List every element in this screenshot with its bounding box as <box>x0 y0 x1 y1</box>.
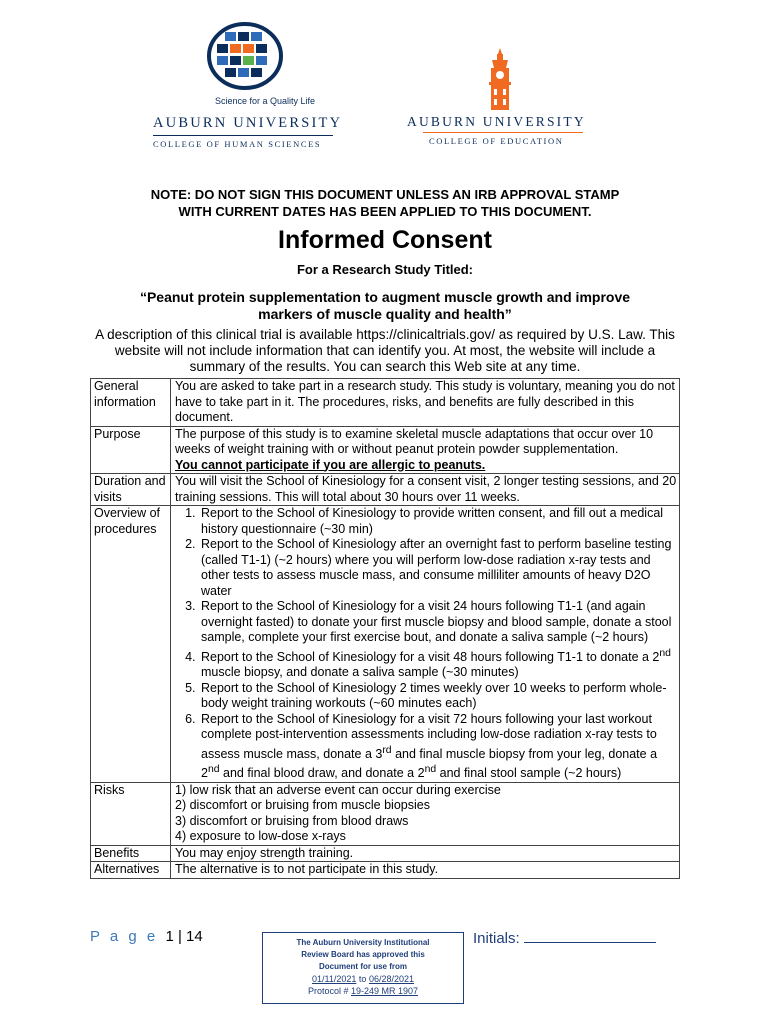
row-text-general: You are asked to take part in a research study. This study is voluntary, meaning you do not have to take part in it. The procedures, risks, and benefits are fully described in this document. <box>171 379 680 427</box>
table-row-purpose <box>91 426 680 474</box>
logo-tagline: Science for a Quality Life <box>214 96 316 106</box>
procedure-text: muscle biopsy, and donate a saliva sample (~30 minutes) <box>201 665 519 680</box>
risk-item: 1) low risk that an adverse event can occur during exercise <box>175 782 501 797</box>
irb-approval-stamp <box>262 932 464 1004</box>
page-label: P a g e <box>90 928 159 945</box>
row-label-alternatives: Alternatives <box>91 862 171 879</box>
stamp-protocol-number: 19-249 MR 1907 <box>351 986 419 996</box>
ordinal-suffix: nd <box>424 764 437 776</box>
ordinal-suffix: nd <box>659 647 671 659</box>
row-text-purpose: The purpose of this study is to examine skeletal muscle adaptations that occur over 10 weeks of weight training with or without peanut protein powder supplementation. <box>175 426 654 456</box>
procedure-item: 1. Report to the School of Kinesiology to provide written consent, and fill out a medical history questionnaire (~30 min) <box>199 506 677 537</box>
row-label-benefits: Benefits <box>91 845 171 862</box>
stamp-to: to <box>358 974 367 984</box>
procedure-item: 5. Report to the School of Kinesiology 2 times weekly over 10 weeks to perform whole-body weight training workouts (~60 minutes each) <box>199 681 677 712</box>
table-row-duration <box>91 474 680 506</box>
stamp-protocol <box>263 985 463 997</box>
samford-tower-icon <box>482 48 518 110</box>
procedure-text: Report to the School of Kinesiology for a visit 72 hours following your last workout complete post-intervention assessments including low-dose radiation x-ray tests to assess muscle mass, donate a 3 <box>201 711 657 761</box>
procedure-text: Report to the School of Kinesiology for a visit 48 hours following T1-1 to donate a 2 <box>201 649 660 664</box>
table-row-overview <box>91 506 680 783</box>
row-label-purpose: Purpose <box>91 426 171 474</box>
row-label-general: General information <box>91 379 171 427</box>
table-row-general <box>91 379 680 427</box>
stamp-date-from: 01/11/2021 <box>312 974 357 984</box>
initials-label: Initials: <box>473 930 520 947</box>
risk-item: 3) discomfort or bruising from blood draws <box>175 813 409 828</box>
row-text-alternatives: The alternative is to not participate in this study. <box>171 862 680 879</box>
stamp-protocol-label: Protocol # <box>307 986 349 996</box>
procedures-list <box>175 506 677 782</box>
study-title-line2: markers of muscle quality and health” <box>258 306 512 322</box>
consent-summary-table <box>90 378 680 879</box>
ordinal-suffix: nd <box>207 764 220 776</box>
ordinal-suffix: rd <box>382 744 392 756</box>
logo-divider-left <box>153 135 333 136</box>
procedure-item: 2. Report to the School of Kinesiology after an overnight fast to perform baseline testing (called T1-1) (~2 hours) where you will perform low-dose radiation x-ray tests and other tests to assess muscle mass, and consume milliliter amounts of heavy D2O water <box>199 537 677 599</box>
row-label-overview: Overview of procedures <box>91 506 171 783</box>
globe-grid-icon <box>205 20 285 92</box>
logo-human-sciences <box>150 20 343 155</box>
page-number <box>90 928 203 945</box>
university-name-right: AUBURN UNIVERSITY <box>407 114 586 129</box>
initials-blank-line[interactable] <box>524 928 656 943</box>
row-cell-risks <box>171 782 680 845</box>
irb-note-line2: WITH CURRENT DATES HAS BEEN APPLIED TO THIS DOCUMENT. <box>178 204 592 219</box>
irb-note-line1: NOTE: DO NOT SIGN THIS DOCUMENT UNLESS AN IRB APPROVAL STAMP <box>150 187 620 202</box>
table-row-alternatives <box>91 862 680 879</box>
row-label-risks: Risks <box>91 782 171 845</box>
procedure-item <box>199 646 677 681</box>
college-name-left: COLLEGE OF HUMAN SCIENCES <box>153 139 322 149</box>
procedure-text: and final stool sample (~2 hours) <box>436 766 622 781</box>
table-row-risks <box>91 782 680 845</box>
table-row-benefits <box>91 845 680 862</box>
initials-field[interactable] <box>473 928 656 947</box>
college-name-right: COLLEGE OF EDUCATION <box>429 136 564 146</box>
stamp-line2: Review Board has approved this <box>301 950 425 959</box>
row-label-duration: Duration and visits <box>91 474 171 506</box>
irb-note <box>60 186 710 220</box>
stamp-dates <box>263 973 463 985</box>
document-title: Informed Consent <box>278 226 492 254</box>
trial-description: A description of this clinical trial is available https://clinicaltrials.gov/ as required by U.S. Law. This website will not include information that can identify you. At most, the website will include a summary of the results. You can search this Web site at any time. <box>95 327 675 374</box>
procedure-text: and final blood draw, and donate a 2 <box>219 766 425 781</box>
row-text-benefits: You may enjoy strength training. <box>171 845 680 862</box>
row-cell-purpose <box>171 426 680 474</box>
study-title <box>90 289 680 323</box>
row-text-duration: You will visit the School of Kinesiology for a consent visit, 2 longer testing sessions, and 20 training sessions. This will total about 30 hours over 11 weeks. <box>171 474 680 506</box>
risk-item: 4) exposure to low-dose x-rays <box>175 829 346 844</box>
logo-education <box>405 48 605 153</box>
stamp-line1: The Auburn University Institutional <box>296 938 430 947</box>
logo-divider-right <box>423 132 583 133</box>
row-cell-overview <box>171 506 680 783</box>
document-subtitle: For a Research Study Titled: <box>296 262 474 277</box>
page-count: 1 | 14 <box>165 928 203 945</box>
procedure-item <box>199 712 677 782</box>
peanut-allergy-warning: You cannot participate if you are allergic to peanuts. <box>175 457 486 472</box>
university-name-left: AUBURN UNIVERSITY <box>153 115 343 131</box>
stamp-line3: Document for use from <box>318 962 407 971</box>
risk-item: 2) discomfort or bruising from muscle biopsies <box>175 798 430 813</box>
procedure-text: and final muscle biopsy from your leg, donate a 2 <box>201 746 658 781</box>
procedure-item: 3. Report to the School of Kinesiology for a visit 24 hours following T1-1 (and again overnight fasted) to donate your first muscle biopsy and blood sample, donate a stool sample, complete your first exercise bout, and donate a saliva sample (~2 hours) <box>199 599 677 646</box>
study-title-line1: “Peanut protein supplementation to augment muscle growth and improve <box>139 289 631 305</box>
stamp-content <box>263 937 463 997</box>
stamp-date-to: 06/28/2021 <box>368 974 414 984</box>
